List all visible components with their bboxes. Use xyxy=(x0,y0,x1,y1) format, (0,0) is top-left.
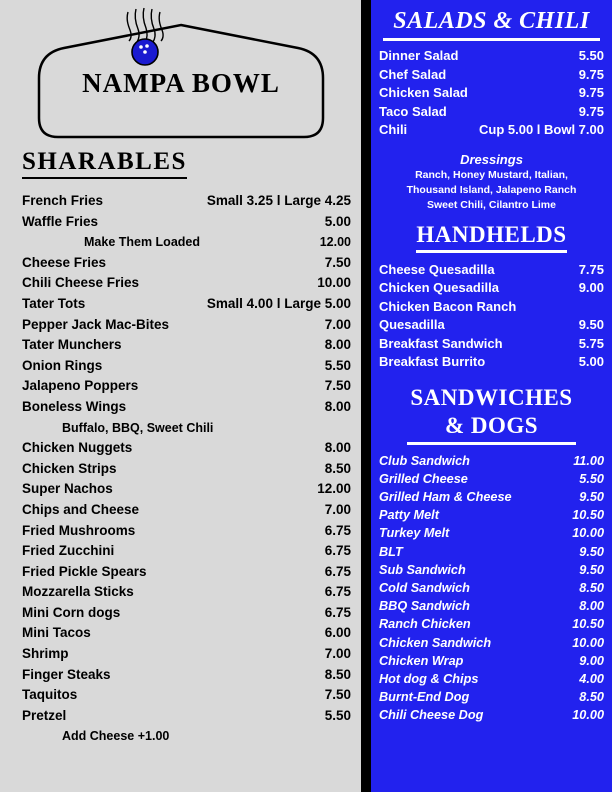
item-name: Pretzel xyxy=(22,707,67,723)
item-price: 10.00 xyxy=(572,635,604,650)
item-name: Chicken Sandwich xyxy=(379,635,492,650)
item-name: Pepper Jack Mac-Bites xyxy=(22,316,170,332)
item-price: 12.00 xyxy=(317,481,351,497)
menu-item xyxy=(22,603,351,624)
item-name: Cold Sandwich xyxy=(379,580,470,595)
item-price: 6.75 xyxy=(324,522,351,538)
item-price: 9.50 xyxy=(578,317,604,332)
item-name: Chili xyxy=(379,122,408,137)
menu-item xyxy=(22,335,351,356)
item-price: 7.50 xyxy=(324,254,351,270)
item-price: 4.00 xyxy=(579,671,604,686)
item-price: 8.00 xyxy=(324,440,351,456)
item-price: 5.00 xyxy=(324,213,351,229)
menu-item xyxy=(22,253,351,274)
item-price: 8.00 xyxy=(579,599,604,614)
item-name: BLT xyxy=(379,544,403,559)
item-price: 9.75 xyxy=(578,66,604,82)
item-name: Club Sandwich xyxy=(379,453,470,468)
menu-item xyxy=(379,615,604,633)
item-price: 9.00 xyxy=(578,280,604,295)
item-price: 6.00 xyxy=(324,625,351,641)
item-name: Fried Zucchini xyxy=(22,543,115,559)
menu-item xyxy=(22,356,351,377)
handhelds-list xyxy=(379,261,604,372)
item-name: Taquitos xyxy=(22,687,78,703)
item-price: 5.75 xyxy=(578,335,604,351)
item-name: Chips and Cheese xyxy=(22,501,140,517)
sandwiches-rule xyxy=(407,442,576,445)
item-price: 10.50 xyxy=(572,617,604,632)
sandwiches-heading-line-2: & DOGS xyxy=(444,412,539,438)
item-name: Cheese Fries xyxy=(22,254,107,270)
menu-item xyxy=(22,191,351,212)
sharables-heading-wrap xyxy=(0,148,361,183)
menu-item xyxy=(379,670,604,688)
item-price: 5.50 xyxy=(324,357,351,373)
item-price: 8.50 xyxy=(579,580,604,595)
salads-rule xyxy=(383,38,600,41)
menu-item xyxy=(22,644,351,665)
item-price: 8.00 xyxy=(324,337,351,353)
menu-item-sub xyxy=(22,232,351,253)
item-price: 9.75 xyxy=(578,103,604,119)
item-name-cont: Quesadilla xyxy=(379,317,445,332)
item-name: Mozzarella Sticks xyxy=(22,584,134,600)
menu-item xyxy=(379,298,604,335)
item-price: 5.50 xyxy=(324,707,351,723)
menu-item xyxy=(22,521,351,542)
panel-divider xyxy=(361,0,371,792)
item-name: Tater Munchers xyxy=(22,337,122,353)
item-name: Tater Tots xyxy=(22,295,86,311)
menu-item xyxy=(379,84,604,103)
item-name: Turkey Melt xyxy=(379,526,450,541)
menu-item-sub xyxy=(22,418,351,439)
item-name: Add Cheese +1.00 xyxy=(62,729,170,744)
menu-item xyxy=(379,634,604,652)
item-name: BBQ Sandwich xyxy=(379,599,470,614)
item-price: 7.50 xyxy=(324,378,351,394)
item-name: Buffalo, BBQ, Sweet Chili xyxy=(62,420,214,435)
item-price: 5.50 xyxy=(578,48,604,63)
menu-item xyxy=(379,488,604,506)
dressings-line-1: Ranch, Honey Mustard, Italian, xyxy=(415,168,568,181)
menu-item xyxy=(22,623,351,644)
item-name: Hot dog & Chips xyxy=(379,671,479,686)
item-name: Jalapeno Poppers xyxy=(22,378,139,394)
item-price: 7.75 xyxy=(578,261,604,277)
menu-item xyxy=(22,459,351,480)
menu-item xyxy=(379,652,604,670)
item-name: French Fries xyxy=(22,193,104,208)
menu-item xyxy=(22,273,351,294)
item-price: 10.50 xyxy=(572,508,604,523)
item-price: 10.00 xyxy=(317,275,351,291)
sandwiches-heading-line-1: SANDWICHES xyxy=(410,384,573,410)
item-name: Dinner Salad xyxy=(379,48,459,63)
item-price: 12.00 xyxy=(319,235,351,250)
item-name: Chicken Bacon Ranch xyxy=(379,298,517,314)
item-name: Breakfast Burrito xyxy=(379,354,486,369)
menu-item xyxy=(379,335,604,354)
menu-item-sub xyxy=(22,726,351,747)
item-price: 9.50 xyxy=(579,544,604,559)
item-price: 10.00 xyxy=(572,708,604,723)
menu-item xyxy=(379,353,604,372)
dressings-line-2: Thousand Island, Jalapeno Ranch xyxy=(406,183,577,196)
item-name: Super Nachos xyxy=(22,481,113,497)
menu-item xyxy=(22,562,351,583)
menu-item xyxy=(22,665,351,686)
item-price: 5.50 xyxy=(579,471,604,486)
handhelds-heading-wrap xyxy=(379,222,604,253)
item-name: Breakfast Sandwich xyxy=(379,335,503,351)
item-name: Chicken Salad xyxy=(379,85,468,100)
menu-item xyxy=(22,397,351,418)
menu-item xyxy=(22,479,351,500)
item-price: 6.75 xyxy=(324,563,351,579)
item-name: Shrimp xyxy=(22,646,69,662)
item-name: Chicken Strips xyxy=(22,460,117,476)
menu-item xyxy=(379,506,604,524)
sandwiches-list xyxy=(379,452,604,725)
item-price: 9.75 xyxy=(578,85,604,100)
menu-item xyxy=(379,103,604,122)
item-name: Patty Melt xyxy=(379,508,439,523)
item-price: Small 4.00 l Large 5.00 xyxy=(206,295,351,311)
menu-item xyxy=(22,582,351,603)
logo-block xyxy=(0,0,361,148)
menu-item xyxy=(379,121,604,140)
handhelds-heading: HANDHELDS xyxy=(416,222,566,253)
item-price: Cup 5.00 l Bowl 7.00 xyxy=(479,122,604,137)
menu-item xyxy=(22,500,351,521)
menu-item xyxy=(379,543,604,561)
right-panel xyxy=(371,0,612,792)
menu-item xyxy=(22,212,351,233)
menu-item xyxy=(379,524,604,542)
menu-item xyxy=(22,315,351,336)
item-price: 9.50 xyxy=(579,562,604,577)
salads-heading: SALADS & CHILI xyxy=(393,8,590,34)
item-name: Sub Sandwich xyxy=(379,562,466,577)
menu-item xyxy=(22,438,351,459)
item-price: 6.75 xyxy=(324,604,351,620)
item-price: Small 3.25 l Large 4.25 xyxy=(206,193,351,208)
item-name: Ranch Chicken xyxy=(379,617,471,632)
item-name: Mini Corn dogs xyxy=(22,604,121,620)
menu-item xyxy=(22,294,351,315)
item-name: Cheese Quesadilla xyxy=(379,261,495,277)
item-price: 7.00 xyxy=(324,501,351,517)
item-price: 10.00 xyxy=(572,526,604,541)
menu-item xyxy=(379,279,604,298)
item-name: Chili Cheese Dog xyxy=(379,708,484,723)
menu-item xyxy=(379,579,604,597)
item-price: 8.00 xyxy=(324,398,351,414)
item-name: Burnt-End Dog xyxy=(379,690,470,705)
item-name: Onion Rings xyxy=(22,357,103,373)
menu-item xyxy=(379,261,604,280)
item-name: Waffle Fries xyxy=(22,213,99,229)
dressings-line-3: Sweet Chili, Cilantro Lime xyxy=(427,198,556,211)
item-price: 9.00 xyxy=(579,653,604,668)
item-price: 8.50 xyxy=(579,690,604,705)
menu-item xyxy=(379,561,604,579)
menu-item xyxy=(379,452,604,470)
item-name: Mini Tacos xyxy=(22,625,91,641)
logo-title: NAMPA BOWL xyxy=(82,68,280,98)
sharables-heading: SHARABLES xyxy=(22,148,187,179)
bowling-pin-and-ball-icon xyxy=(118,6,174,66)
item-price: 5.00 xyxy=(578,354,604,369)
salads-list xyxy=(379,47,604,140)
menu-item xyxy=(379,688,604,706)
item-name: Chili Cheese Fries xyxy=(22,275,140,291)
sharables-list xyxy=(0,191,361,747)
item-name: Chef Salad xyxy=(379,66,447,82)
item-price: 7.00 xyxy=(324,316,351,332)
item-name: Grilled Ham & Cheese xyxy=(379,489,512,504)
menu-item xyxy=(379,66,604,85)
menu-item xyxy=(22,706,351,727)
item-price: 8.50 xyxy=(324,460,351,476)
item-name: Make Them Loaded xyxy=(84,235,200,250)
menu-item xyxy=(379,470,604,488)
dressings-heading: Dressings xyxy=(460,151,523,167)
item-price: 7.00 xyxy=(324,646,351,662)
item-name: Chicken Wrap xyxy=(379,653,464,668)
menu-item xyxy=(379,706,604,724)
item-name: Fried Pickle Spears xyxy=(22,563,147,579)
item-price: 8.50 xyxy=(324,666,351,682)
item-name: Boneless Wings xyxy=(22,398,127,414)
item-name: Grilled Cheese xyxy=(379,471,468,486)
menu-item xyxy=(379,597,604,615)
item-name: Finger Steaks xyxy=(22,666,111,682)
item-price: 9.50 xyxy=(579,489,604,504)
menu-item xyxy=(22,376,351,397)
item-price: 6.75 xyxy=(324,584,351,600)
item-name: Chicken Quesadilla xyxy=(379,280,499,295)
item-name: Taco Salad xyxy=(379,103,447,119)
menu-item xyxy=(22,685,351,706)
item-price: 7.50 xyxy=(324,687,351,703)
item-name: Chicken Nuggets xyxy=(22,440,133,456)
item-price: 11.00 xyxy=(573,453,604,468)
menu-item xyxy=(22,541,351,562)
item-price: 6.75 xyxy=(324,543,351,559)
item-name: Fried Mushrooms xyxy=(22,522,136,538)
menu-item xyxy=(379,47,604,66)
